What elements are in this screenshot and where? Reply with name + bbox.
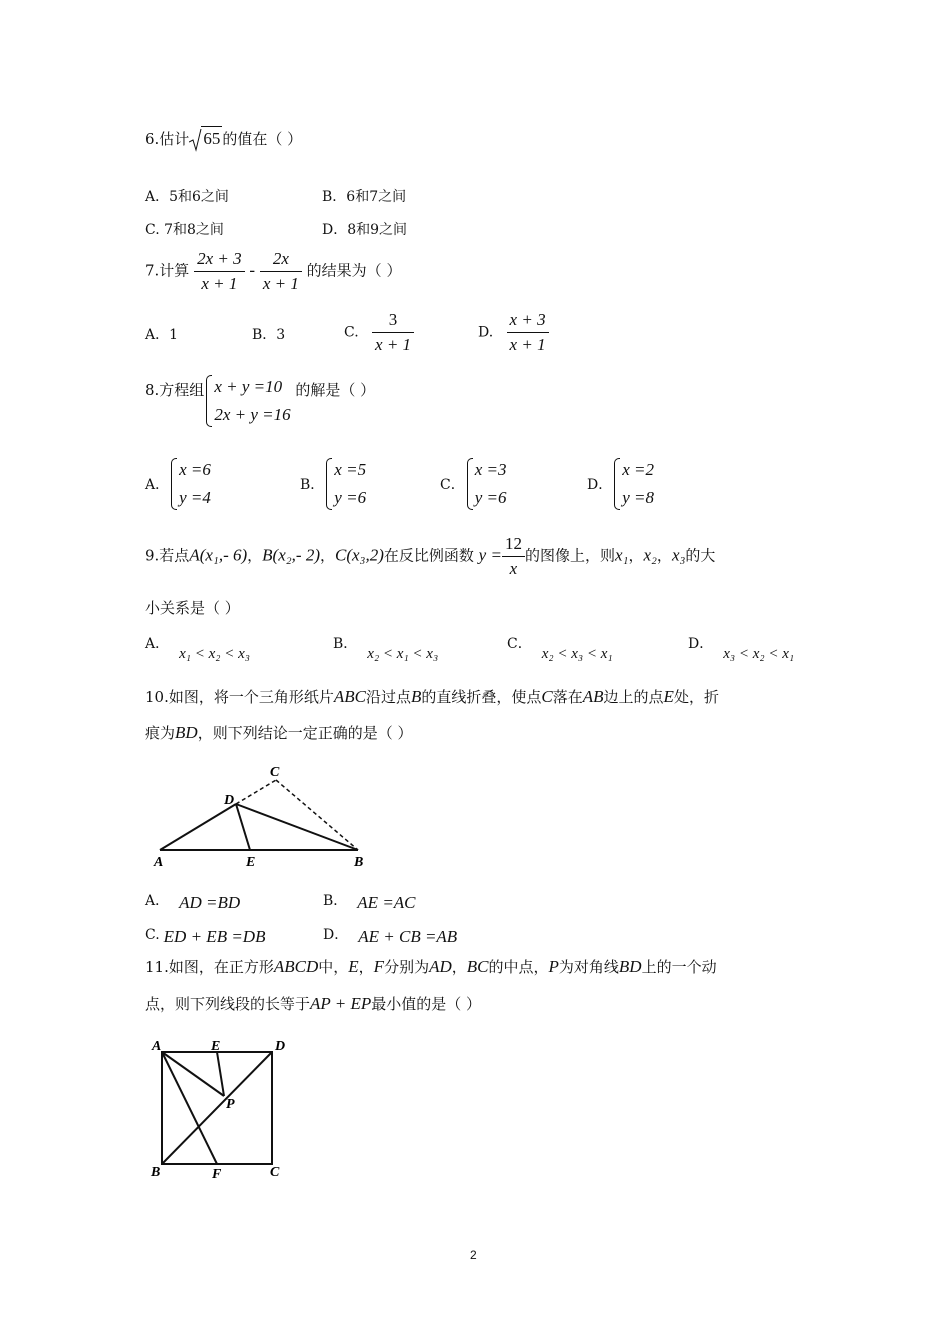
q10-stem: 10.如图，将一个三角形纸片ABC沿过点B的直线折叠，使点C落在AB边上的点E处，折 xyxy=(145,687,719,706)
q8-stem: 8.方程组 x + y =10 2x + y =16 的解是（ ） xyxy=(145,373,375,429)
label-c: C xyxy=(270,765,280,780)
q7-option-d[interactable]: D. $\frac{x + 3}{x + 1}$ xyxy=(478,310,549,355)
q6-option-a[interactable]: A．5和6之间 xyxy=(145,189,229,205)
q10-option-d[interactable]: D． AE + CB =AB xyxy=(323,927,458,946)
q11-square-figure xyxy=(148,1036,298,1182)
page-number: 2 xyxy=(470,1248,477,1262)
q6-suffix: 的值在（ ） xyxy=(222,130,303,148)
q10-triangle-figure xyxy=(150,760,380,870)
label-d: D xyxy=(224,793,235,808)
q9-stem-line2: 小关系是（ ） xyxy=(145,599,240,617)
segment-de xyxy=(236,804,250,850)
q11-stem-line2: 点，则下列线段的长等于AP + EP最小值的是（ ） xyxy=(145,994,481,1013)
label-c: C xyxy=(270,1165,280,1180)
q7-option-a[interactable]: A．1 xyxy=(145,327,179,343)
segment-af xyxy=(162,1052,217,1164)
segment-cb-dashed xyxy=(276,780,358,850)
q11-stem: 11.如图，在正方形ABCD中，E，F分别为AD，BC的中点，P为对角线BD上的一个动 xyxy=(145,957,717,976)
q9-option-d[interactable]: D．x₃ < x₂ < x₁ xyxy=(688,636,795,662)
q7-stem: 7.计算 $\frac{2x + 3}{x + 1}$ - $\frac{2x}{x + 1}$ 的结果为（ ） xyxy=(145,249,402,293)
segment-db xyxy=(236,804,358,850)
q8-option-d[interactable]: D． x =2 y =8 xyxy=(587,456,654,512)
q8-option-b[interactable]: B． x =5 y =6 xyxy=(300,456,366,512)
q8-option-c[interactable]: C． x =3 y =6 xyxy=(440,456,507,512)
q9-option-a[interactable]: A．x₁ < x₂ < x₃ xyxy=(145,636,250,662)
label-a: A xyxy=(154,855,164,870)
q10-option-a[interactable]: A． AD =BD xyxy=(145,893,241,912)
q9-option-b[interactable]: B．x₂ < x₁ < x₃ xyxy=(333,636,439,662)
radical-sign-icon xyxy=(189,128,202,152)
q10-option-b[interactable]: B． AE =AC xyxy=(323,893,416,912)
label-a: A xyxy=(152,1039,162,1054)
q7-fraction-1: $\frac{2x + 3}{x + 1}$ xyxy=(194,249,245,294)
q7-option-c[interactable]: C. $\frac{3}{x + 1}$ xyxy=(344,310,414,355)
q7-option-b[interactable]: B．3 xyxy=(252,327,286,343)
label-f: F xyxy=(212,1167,222,1182)
q10-option-c[interactable]: C. ED + EB =DB xyxy=(145,927,266,946)
label-e: E xyxy=(211,1039,221,1054)
q6-option-c[interactable]: C. 7和8之间 xyxy=(145,222,224,238)
segment-dc-dashed xyxy=(236,780,276,804)
diagonal-bd xyxy=(162,1052,272,1164)
q10-stem-line2: 痕为BD，则下列结论一定正确的是（ ） xyxy=(145,723,413,742)
label-p: P xyxy=(226,1097,235,1112)
q8-option-a[interactable]: A． x =6 y =4 xyxy=(145,456,211,512)
q6-option-d[interactable]: D．8和9之间 xyxy=(322,222,408,238)
q9-fraction: $\frac{12}{x}$ xyxy=(502,534,525,579)
q6-prefix: 6.估计 xyxy=(145,130,190,148)
q9-option-c[interactable]: C．x₂ < x₃ < x₁ xyxy=(507,636,613,662)
q6-option-b[interactable]: B．6和7之间 xyxy=(322,189,407,205)
q6-stem xyxy=(145,128,302,149)
label-b: B xyxy=(354,855,364,870)
segment-ad xyxy=(160,804,236,850)
label-b: B xyxy=(151,1165,161,1180)
q7-fraction-2: $\frac{2x}{x + 1}$ xyxy=(260,249,302,294)
segment-ap xyxy=(162,1052,224,1096)
q9-stem: 9.若点A(x₁,- 6)，B(x₂,- 2)，C(x₃,2)在反比例函数 y = $\frac{12}{x}$ 的图像上，则x₁，x₂，x₃的大 xyxy=(145,534,716,578)
label-e: E xyxy=(246,855,256,870)
sqrt-65: 65 xyxy=(189,129,222,149)
label-d: D xyxy=(275,1039,286,1054)
segment-ep xyxy=(217,1052,224,1096)
q8-system: x + y =10 2x + y =16 xyxy=(204,373,290,429)
